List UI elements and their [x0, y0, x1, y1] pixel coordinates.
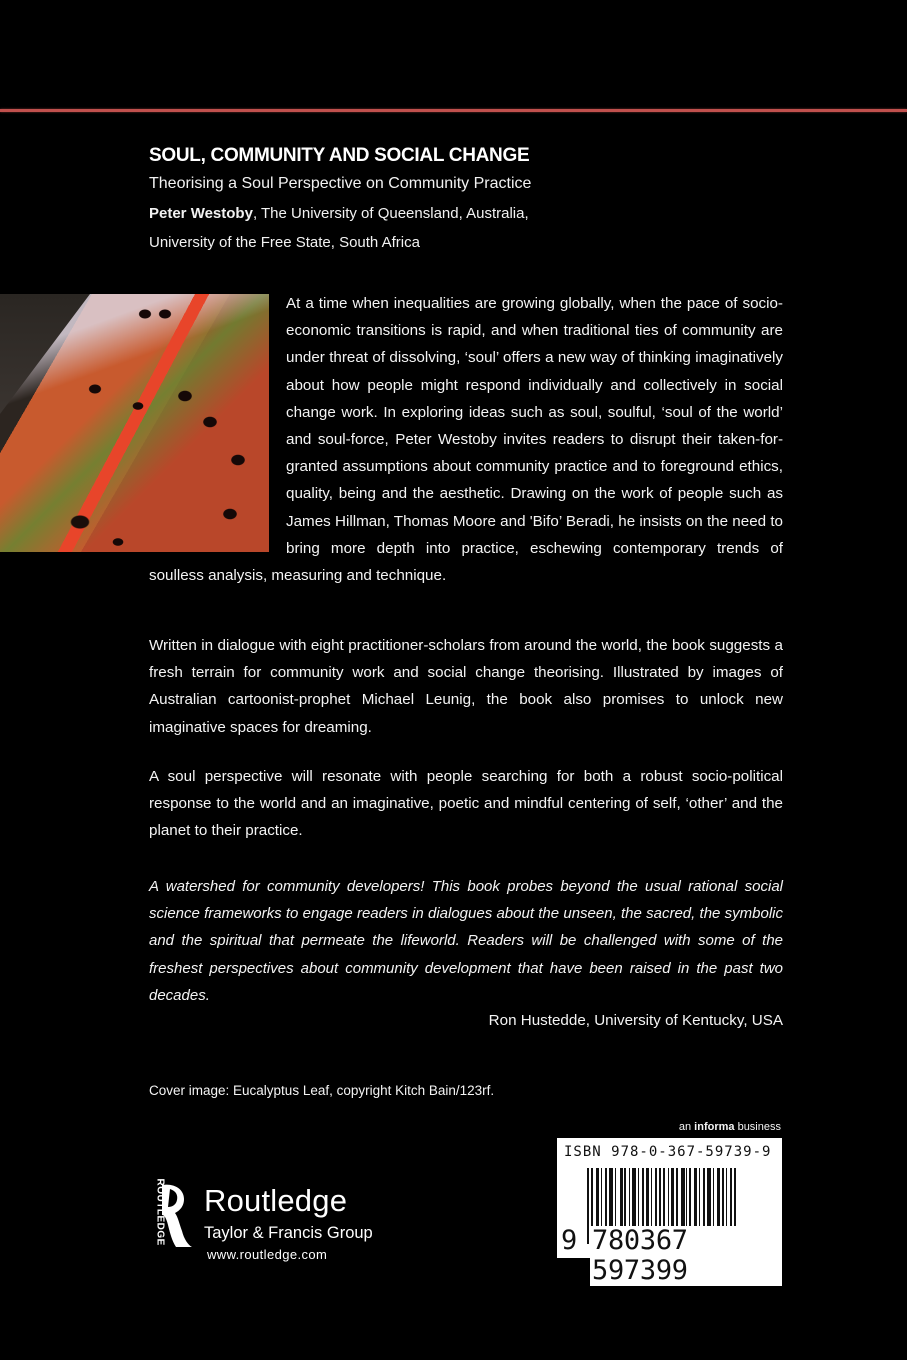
publisher-group: Taylor & Francis Group	[204, 1224, 373, 1242]
author-affiliation-2: University of the Free State, South Africa	[149, 234, 420, 251]
publisher-logo	[148, 1178, 388, 1267]
ean-digits: 780367 597399	[590, 1226, 782, 1286]
image-float-spacer	[149, 290, 286, 559]
blurb-paragraph-1-wrapper	[149, 290, 783, 589]
author-affiliation-1: , The University of Queensland, Australia,	[252, 205, 529, 222]
publisher-name: Routledge	[204, 1183, 348, 1218]
isbn-barcode	[557, 1138, 782, 1286]
informa-prefix: an	[678, 1121, 695, 1133]
author-line	[149, 204, 789, 224]
endorsement-quote: A watershed for community developers! This book probes beyond the usual rational social science frameworks to engage readers in dialogues about the unseen, the sacred, the symbolic and the spiritual that permeate the lifeworld. Readers will be challenged with some of the freshest perspectives about community development that have been raised in the past two decades.	[149, 878, 783, 1004]
top-accent-rule	[0, 109, 907, 112]
routledge-vertical-mark: ROUTLEDGE	[154, 1178, 166, 1246]
endorsement-attribution: Ron Hustedde, University of Kentucky, USA	[488, 1012, 783, 1029]
title-block	[149, 144, 789, 253]
isbn-label: ISBN 978-0-367-59739-9	[564, 1144, 772, 1160]
informa-suffix: business	[734, 1121, 781, 1133]
blurb-paragraph-3: A soul perspective will resonate with people searching for both a robust socio-political response to the world and an imaginative, poetic and mindful centering of self, ‘other’ and the planet to their practice.	[149, 768, 783, 840]
publisher-url: www.routledge.com	[207, 1247, 328, 1262]
blurb-paragraph-1: At a time when inequalities are growing globally, when the pace of socio-economic transitions is rapid, and when traditional ties of community are under threat of dissolving, ‘soul’ offers a new way of thinking imaginatively about how people might respond individually and collectively in social change work. In exploring ideas such as soul, soulful, ‘soul of the world’ and soul-force, Peter Westoby invites readers to disrupt their taken-for-granted assumptions about community practice and to foreground ethics, quality, being and the aesthetic. Drawing on the work of people such as James Hillman, Thomas Moore and 'Bifo’ Beradi, he insists on the need to bring more depth into practice, eschewing contemporary trends of soulless analysis, measuring and technique.	[149, 295, 783, 585]
cover-image-credit: Cover image: Eucalyptus Leaf, copyright Kitch Bain/123rf.	[149, 1083, 495, 1098]
informa-brand: informa	[694, 1121, 735, 1133]
informa-business-label	[679, 1119, 781, 1135]
blurb-paragraph-2: Written in dialogue with eight practitioner-scholars from around the world, the book suggests a fresh terrain for community work and social change theorising. Illustrated by images of Australian cartoonist-prophet Michael Leunig, the book also promises to unlock new imaginative spaces for dreaming.	[149, 637, 783, 736]
book-subtitle: Theorising a Soul Perspective on Community Practice	[149, 175, 532, 192]
book-title: SOUL, COMMUNITY AND SOCIAL CHANGE	[149, 145, 530, 166]
ean-first-digit: 9	[561, 1225, 578, 1256]
author-name: Peter Westoby	[149, 205, 253, 222]
